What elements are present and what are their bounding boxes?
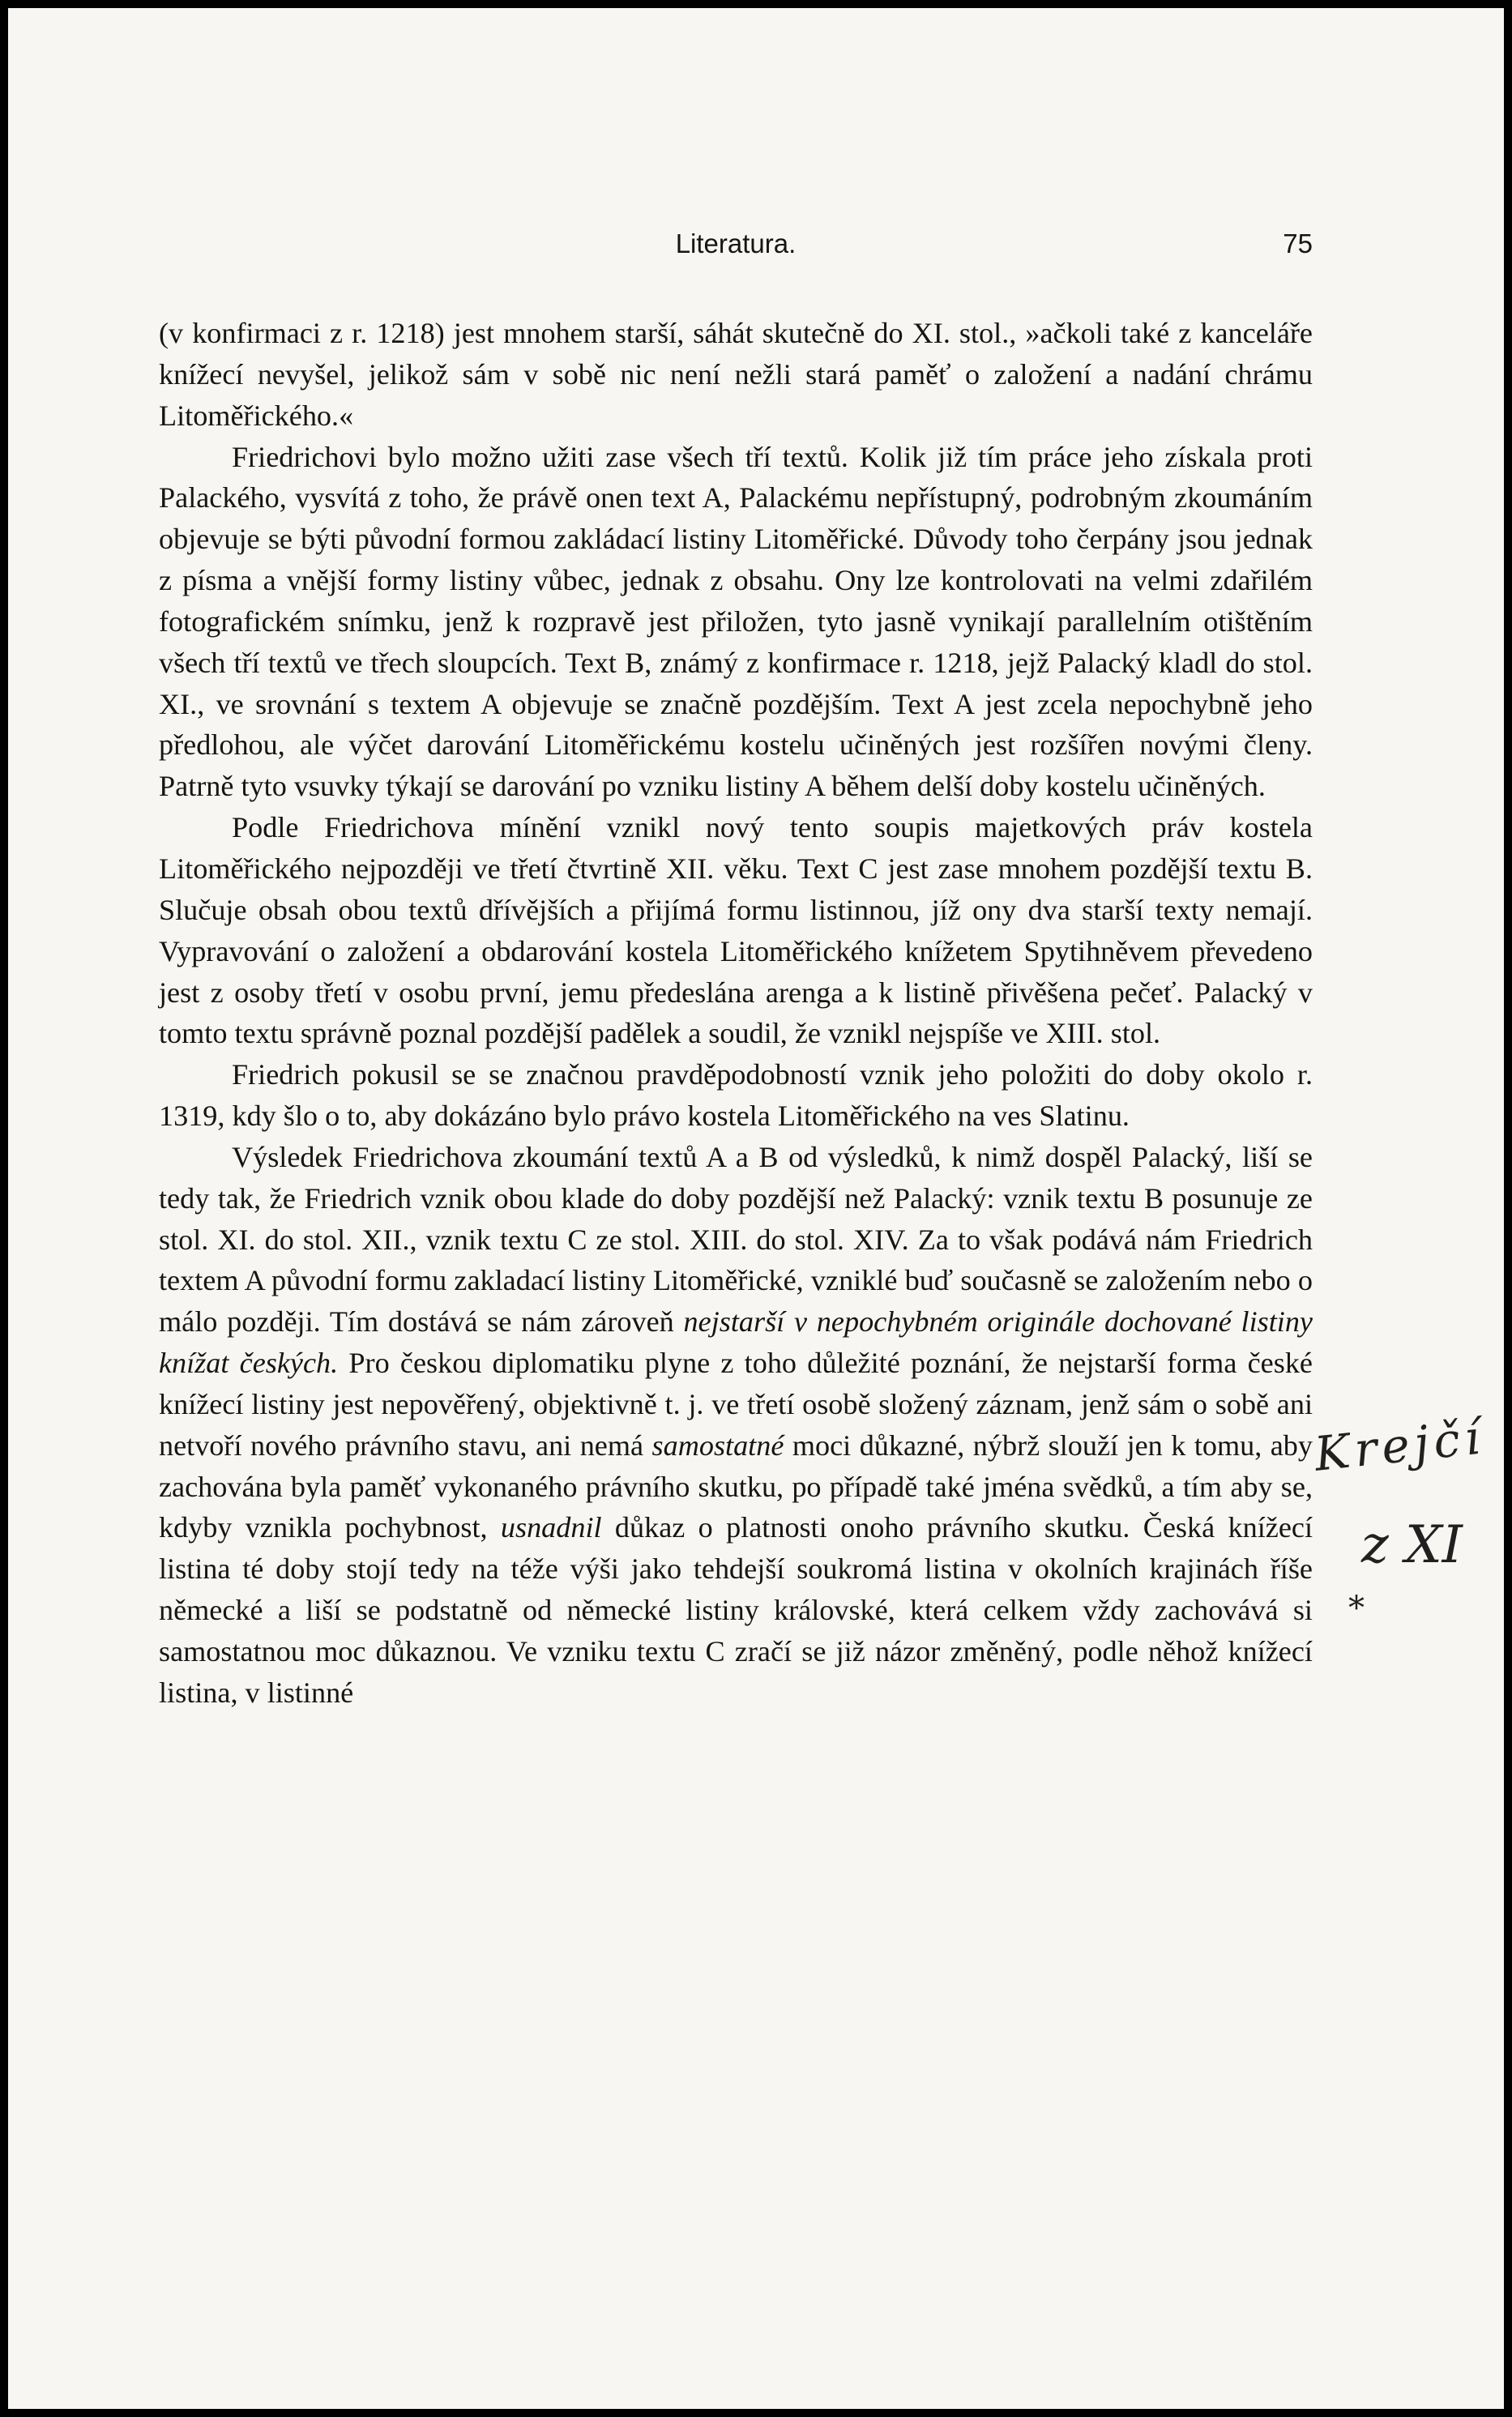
text-run: moci důkazné, nýbrž slouží jen k tomu, aby zachována byla paměť vykonaného právního skutku, po případě také jména svědků, a tím aby se, kdyby vznikla pochybnost, (159, 1428, 1313, 1544)
handwritten-margin-notes (1305, 1409, 1504, 1629)
text-run: důkaz o platnosti onoho právního skutku. Česká knížecí listina té doby stojí tedy na téže výši jako tehdejší soukromá listina v okolních krajinách říše německé a liší se podstatně od německé listiny královské, která celkem vždy zachovává si samostatnou moc důkaznou. Ve vzniku textu C zračí se již názor změněný, podle něhož knížecí listina, v listinné (159, 1511, 1313, 1709)
running-title: Literatura. (675, 228, 797, 258)
body-text (159, 313, 1313, 1714)
paragraph (159, 313, 1313, 437)
page-number: 75 (1283, 228, 1313, 258)
paragraph (159, 1137, 1313, 1714)
italic-emphasis: usnadnil (500, 1511, 602, 1544)
handwritten-note-name: Krejčí (1312, 1409, 1488, 1482)
text-run: Pro českou diplomatiku plyne z toho důležité poznání, že nejstarší forma české knížecí listiny jest nepověřený, objektivně t. j. ve třetí osobě složený záznam, jenž sám o sobě ani netvoří nového právního stavu, ani nemá (159, 1347, 1313, 1462)
paragraph (159, 437, 1313, 808)
text-run: Friedrichovi bylo možno užiti zase všech tří textů. Kolik již tím práce jeho získala proti Palackého, vysvítá z toho, že právě onen text A, Palackému nepřístupný, podrobným zkoumáním objevuje se býti původní formou zakládací listiny Litoměřické. Důvody toho čerpány jsou jednak z písma a vnější formy listiny vůbec, jednak z obsahu. Ony lze kontrolovati na velmi zdařilém fotografickém snímku, jenž k rozpravě jest přiložen, tyto jasně vynikají parallelním otištěním všech tří textů ve třech sloupcích. Text B, známý z konfirmace r. 1218, jejž Palacký kladl do stol. XI., ve srovnání s textem A objevuje se značně pozdějším. Text A jest zcela nepochybně jeho předlohou, ale výčet darování Litoměřickému kostelu učiněných jest rozšířen novými členy. Patrně tyto vsuvky týkají se darování po vzniku listiny A během delší doby kostelu učiněných. (159, 440, 1313, 803)
text-run: (v konfirmaci z r. 1218) jest mnohem starší, sáhát skutečně do XI. stol., »ačkoli také z kanceláře knížecí nevyšel, jelikož sám v sobě nic není nežli stará paměť o založení a nadání chrámu Litoměřického.« (159, 317, 1313, 432)
handwritten-note-century: z XI (1361, 1515, 1463, 1575)
text-run: Podle Friedrichova mínění vznikl nový tento soupis majetkových práv kostela Litoměřického nejpozději ve třetí čtvrtině XII. věku. Text C jest zase mnohem pozdější textu B. Slučuje obsah obou textů dřívějších a přijímá formu listinnou, jíž ony dva starší texty nemají. Vypravování o založení a obdarování kostela Litoměřického knížetem Spytihněvem převedeno jest z osoby třetí v osobu první, jemu předeslána arenga a k listině přivěšena pečeť. Palacký v tomto textu správně poznal pozdější padělek a soudil, že vznikl nejspíše ve XIII. stol. (159, 811, 1313, 1050)
italic-emphasis: samostatné (651, 1428, 784, 1462)
paragraph (159, 1054, 1313, 1137)
italic-emphasis: nejstarší v nepochybném originále dochované listiny knížat českých. (159, 1305, 1313, 1380)
paragraph (159, 807, 1313, 1054)
handwritten-note-asterisk: * (1348, 1590, 1365, 1627)
page-header (159, 228, 1313, 269)
document-page (8, 8, 1504, 2409)
text-run: Výsledek Friedrichova zkoumání textů A a B od výsledků, k nimž dospěl Palacký, liší se tedy tak, že Friedrich vznik obou klade do doby pozdější než Palacký: vznik textu B posunuje ze stol. XI. do stol. XII., vznik textu C ze stol. XIII. do stol. XIV. Za to však podává nám Friedrich textem A původní formu zakladací listiny Litoměřické, vzniklé buď současně se založením nebo o málo později. Tím dostává se nám zároveň (159, 1140, 1313, 1339)
text-run: Friedrich pokusil se se značnou pravděpodobností vznik jeho položiti do doby okolo r. 1319, kdy šlo o to, aby dokázáno bylo právo kostela Litoměřického na ves Slatinu. (159, 1058, 1313, 1133)
